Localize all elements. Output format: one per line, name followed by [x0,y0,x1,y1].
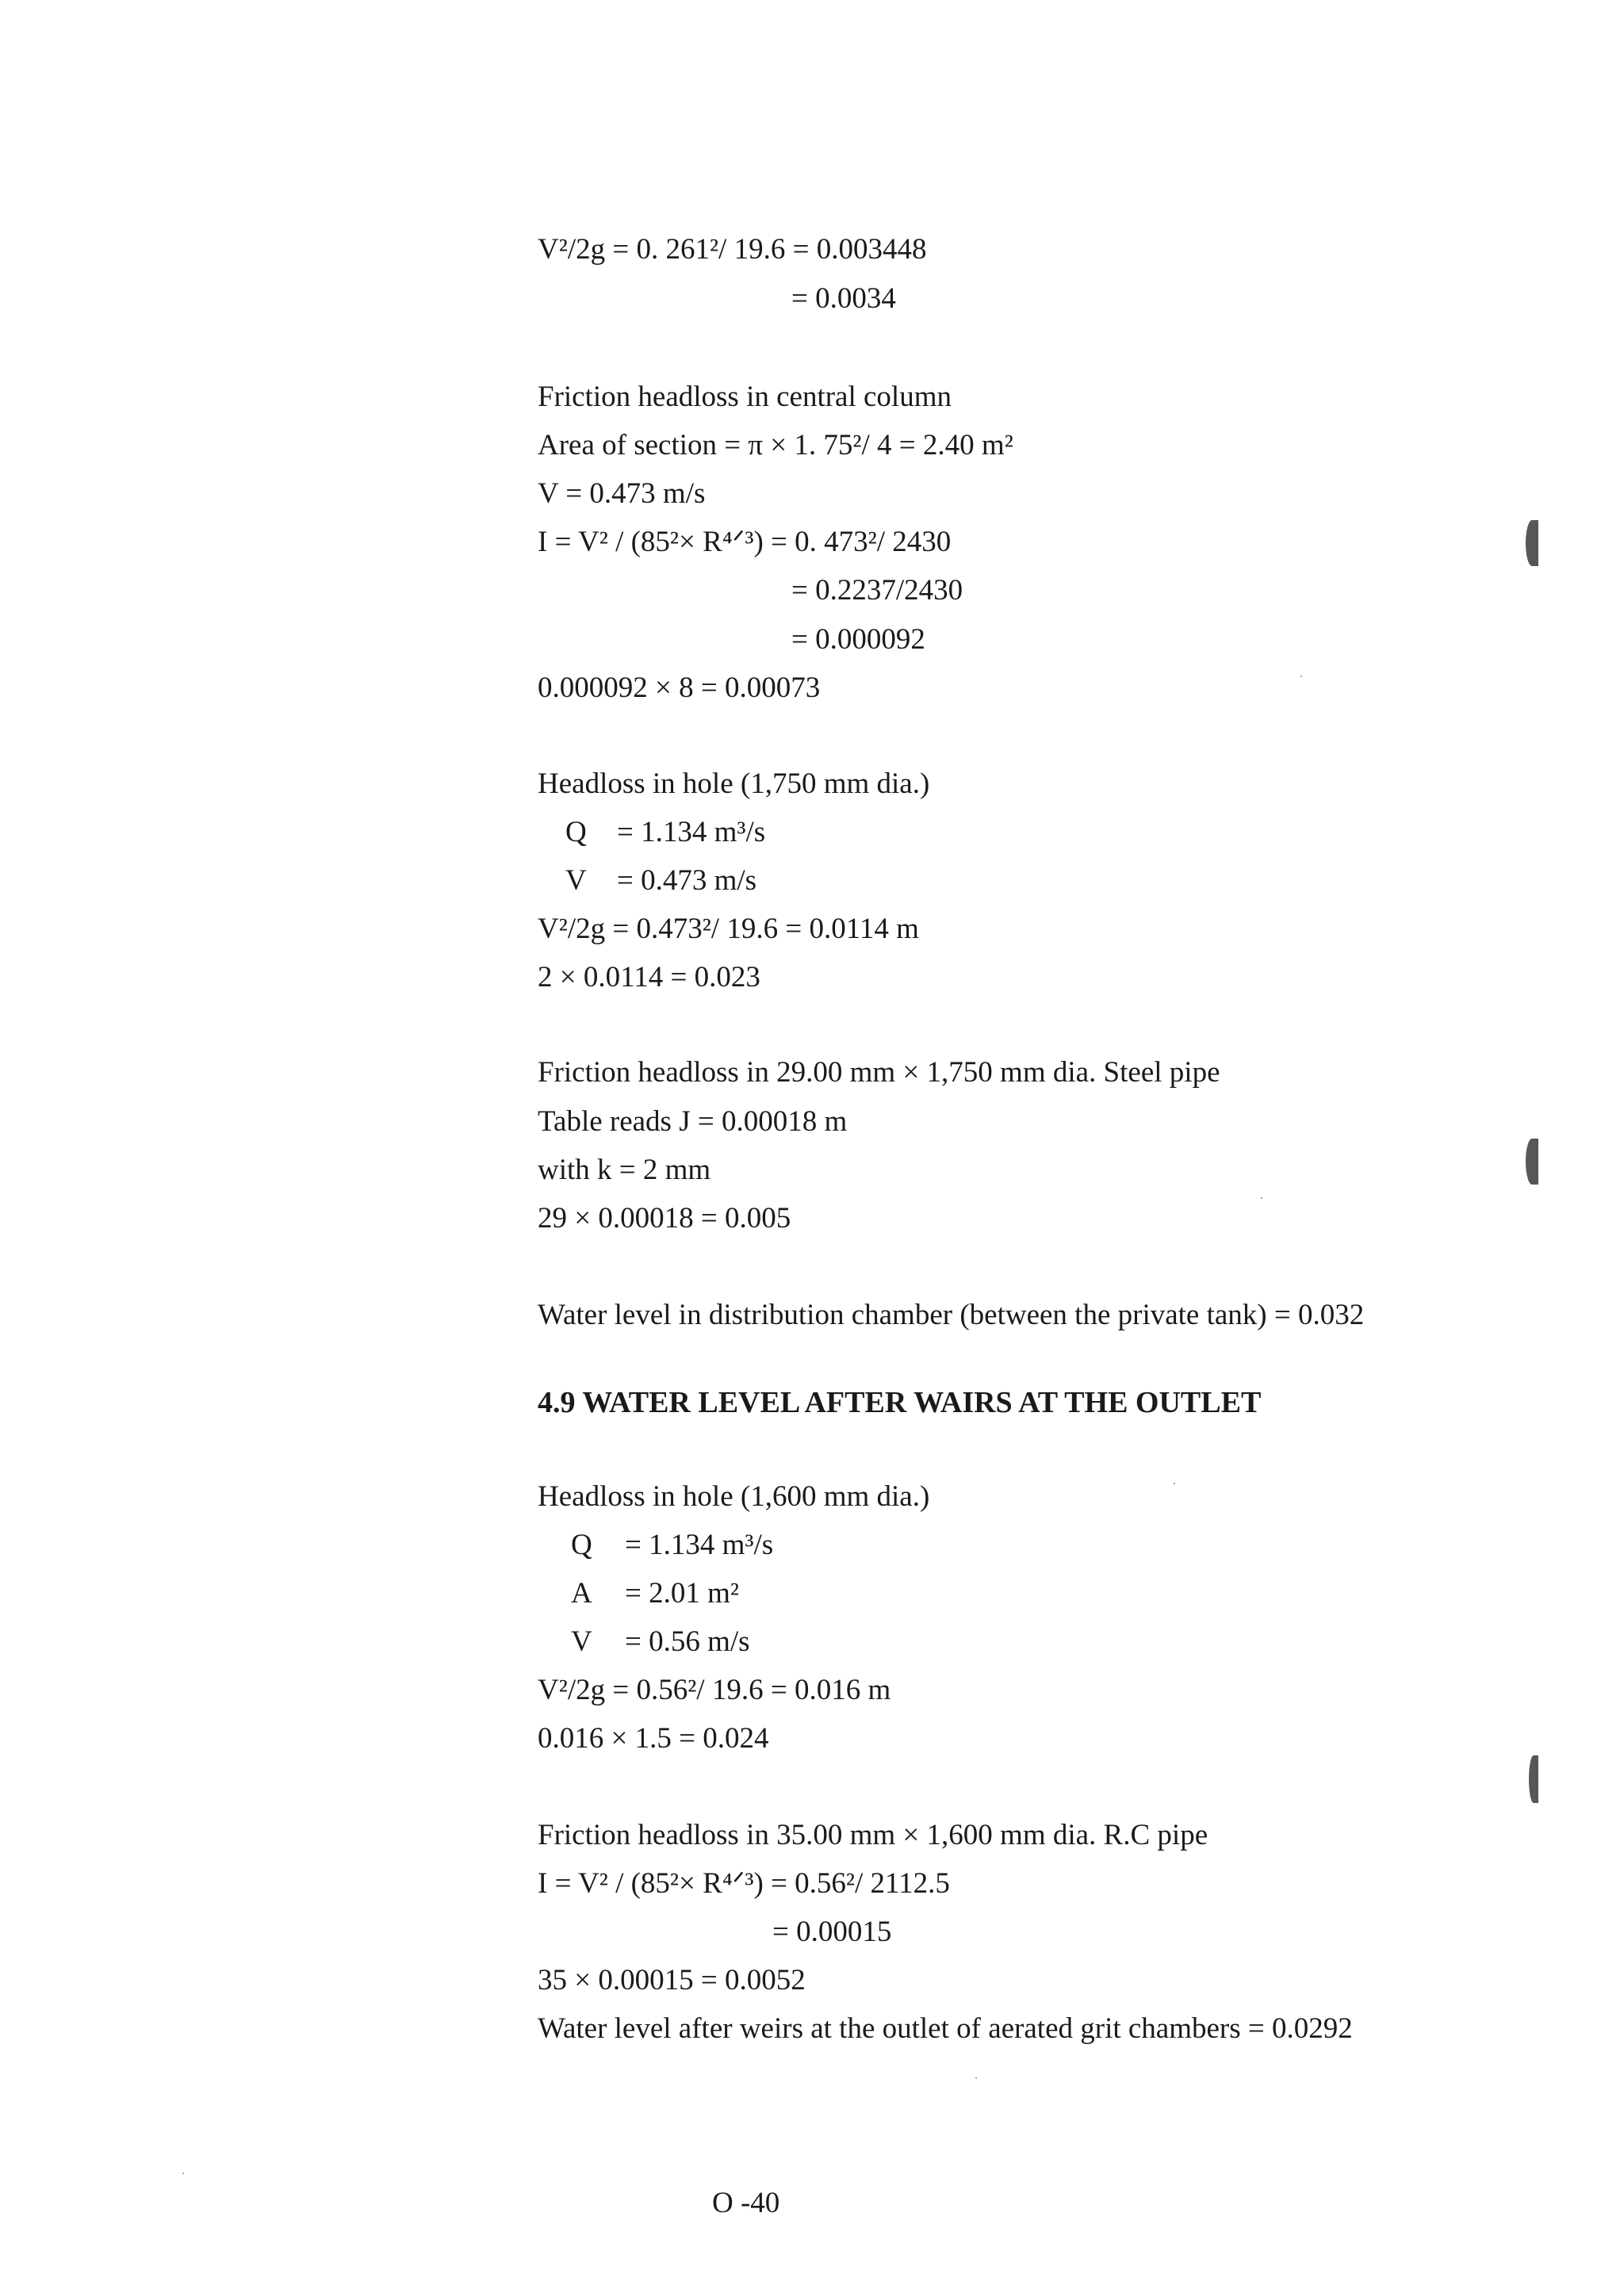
hole-1750-headloss: 2 × 0.0114 = 0.023 [538,961,760,993]
velocity-value: = 0.473 m/s [617,864,757,897]
scan-speck [975,2077,977,2079]
steel-pipe-headloss: 29 × 0.00018 = 0.005 [538,1202,791,1235]
velocity-label: V [571,1625,592,1658]
area-value: = 2.01 m² [625,1577,739,1610]
area-of-section-line: Area of section = π × 1. 75²/ 4 = 2.40 m² [538,429,1013,461]
rc-pipe-gradient-result: = 0.00015 [772,1916,892,1948]
distribution-chamber-level: Water level in distribution chamber (between the private tank) = 0.032 [538,1299,1365,1331]
rc-pipe-heading: Friction headloss in 35.00 mm × 1,600 mm dia. R.C pipe [538,1819,1208,1851]
flow-value: = 1.134 m³/s [617,816,766,848]
steel-pipe-heading: Friction headloss in 29.00 mm × 1,750 mm dia. Steel pipe [538,1056,1220,1089]
scan-speck [182,2172,184,2174]
central-column-heading: Friction headloss in central column [538,381,952,413]
binder-hole-mark [1526,520,1538,566]
velocity-label: V [565,864,587,897]
flow-label: Q [565,816,587,848]
hole-1600-headloss: 0.016 × 1.5 = 0.024 [538,1722,769,1755]
central-column-headloss: 0.000092 × 8 = 0.00073 [538,672,821,704]
velocity-line: V = 0.473 m/s [538,477,706,510]
roughness-line: with k = 2 mm [538,1154,711,1186]
hole-1600-velocity-head: V²/2g = 0.56²/ 19.6 = 0.016 m [538,1674,891,1706]
flow-value: = 1.134 m³/s [625,1529,774,1561]
rc-pipe-gradient-line: I = V² / (85²× R⁴ᐟ³) = 0.56²/ 2112.5 [538,1867,950,1900]
flow-label: Q [571,1529,592,1561]
hole-1750-velocity-head: V²/2g = 0.473²/ 19.6 = 0.0114 m [538,913,919,945]
velocity-head-line: V²/2g = 0. 261²/ 19.6 = 0.003448 [538,233,927,266]
hole-1600-heading: Headloss in hole (1,600 mm dia.) [538,1480,930,1513]
section-heading: 4.9 WATER LEVEL AFTER WAIRS AT THE OUTLET [538,1386,1262,1419]
scan-speck [1174,1483,1175,1484]
scan-speck [1261,1197,1262,1199]
hydraulic-gradient-line: I = V² / (85²× R⁴ᐟ³) = 0. 473²/ 2430 [538,526,952,558]
hydraulic-gradient-result: = 0.000092 [791,623,925,656]
hole-1750-heading: Headloss in hole (1,750 mm dia.) [538,768,930,800]
rc-pipe-headloss: 35 × 0.00015 = 0.0052 [538,1964,806,1996]
table-reads-line: Table reads J = 0.00018 m [538,1105,848,1138]
scan-speck [1300,676,1302,677]
velocity-head-result: = 0.0034 [791,282,896,315]
binder-hole-mark [1529,1755,1538,1803]
binder-hole-mark [1526,1139,1538,1185]
hydraulic-gradient-step: = 0.2237/2430 [791,574,963,607]
velocity-value: = 0.56 m/s [625,1625,750,1658]
area-label: A [571,1577,592,1610]
page-number: O -40 [712,2187,780,2219]
grit-chamber-outlet-level: Water level after weirs at the outlet of aerated grit chambers = 0.0292 [538,2012,1353,2045]
